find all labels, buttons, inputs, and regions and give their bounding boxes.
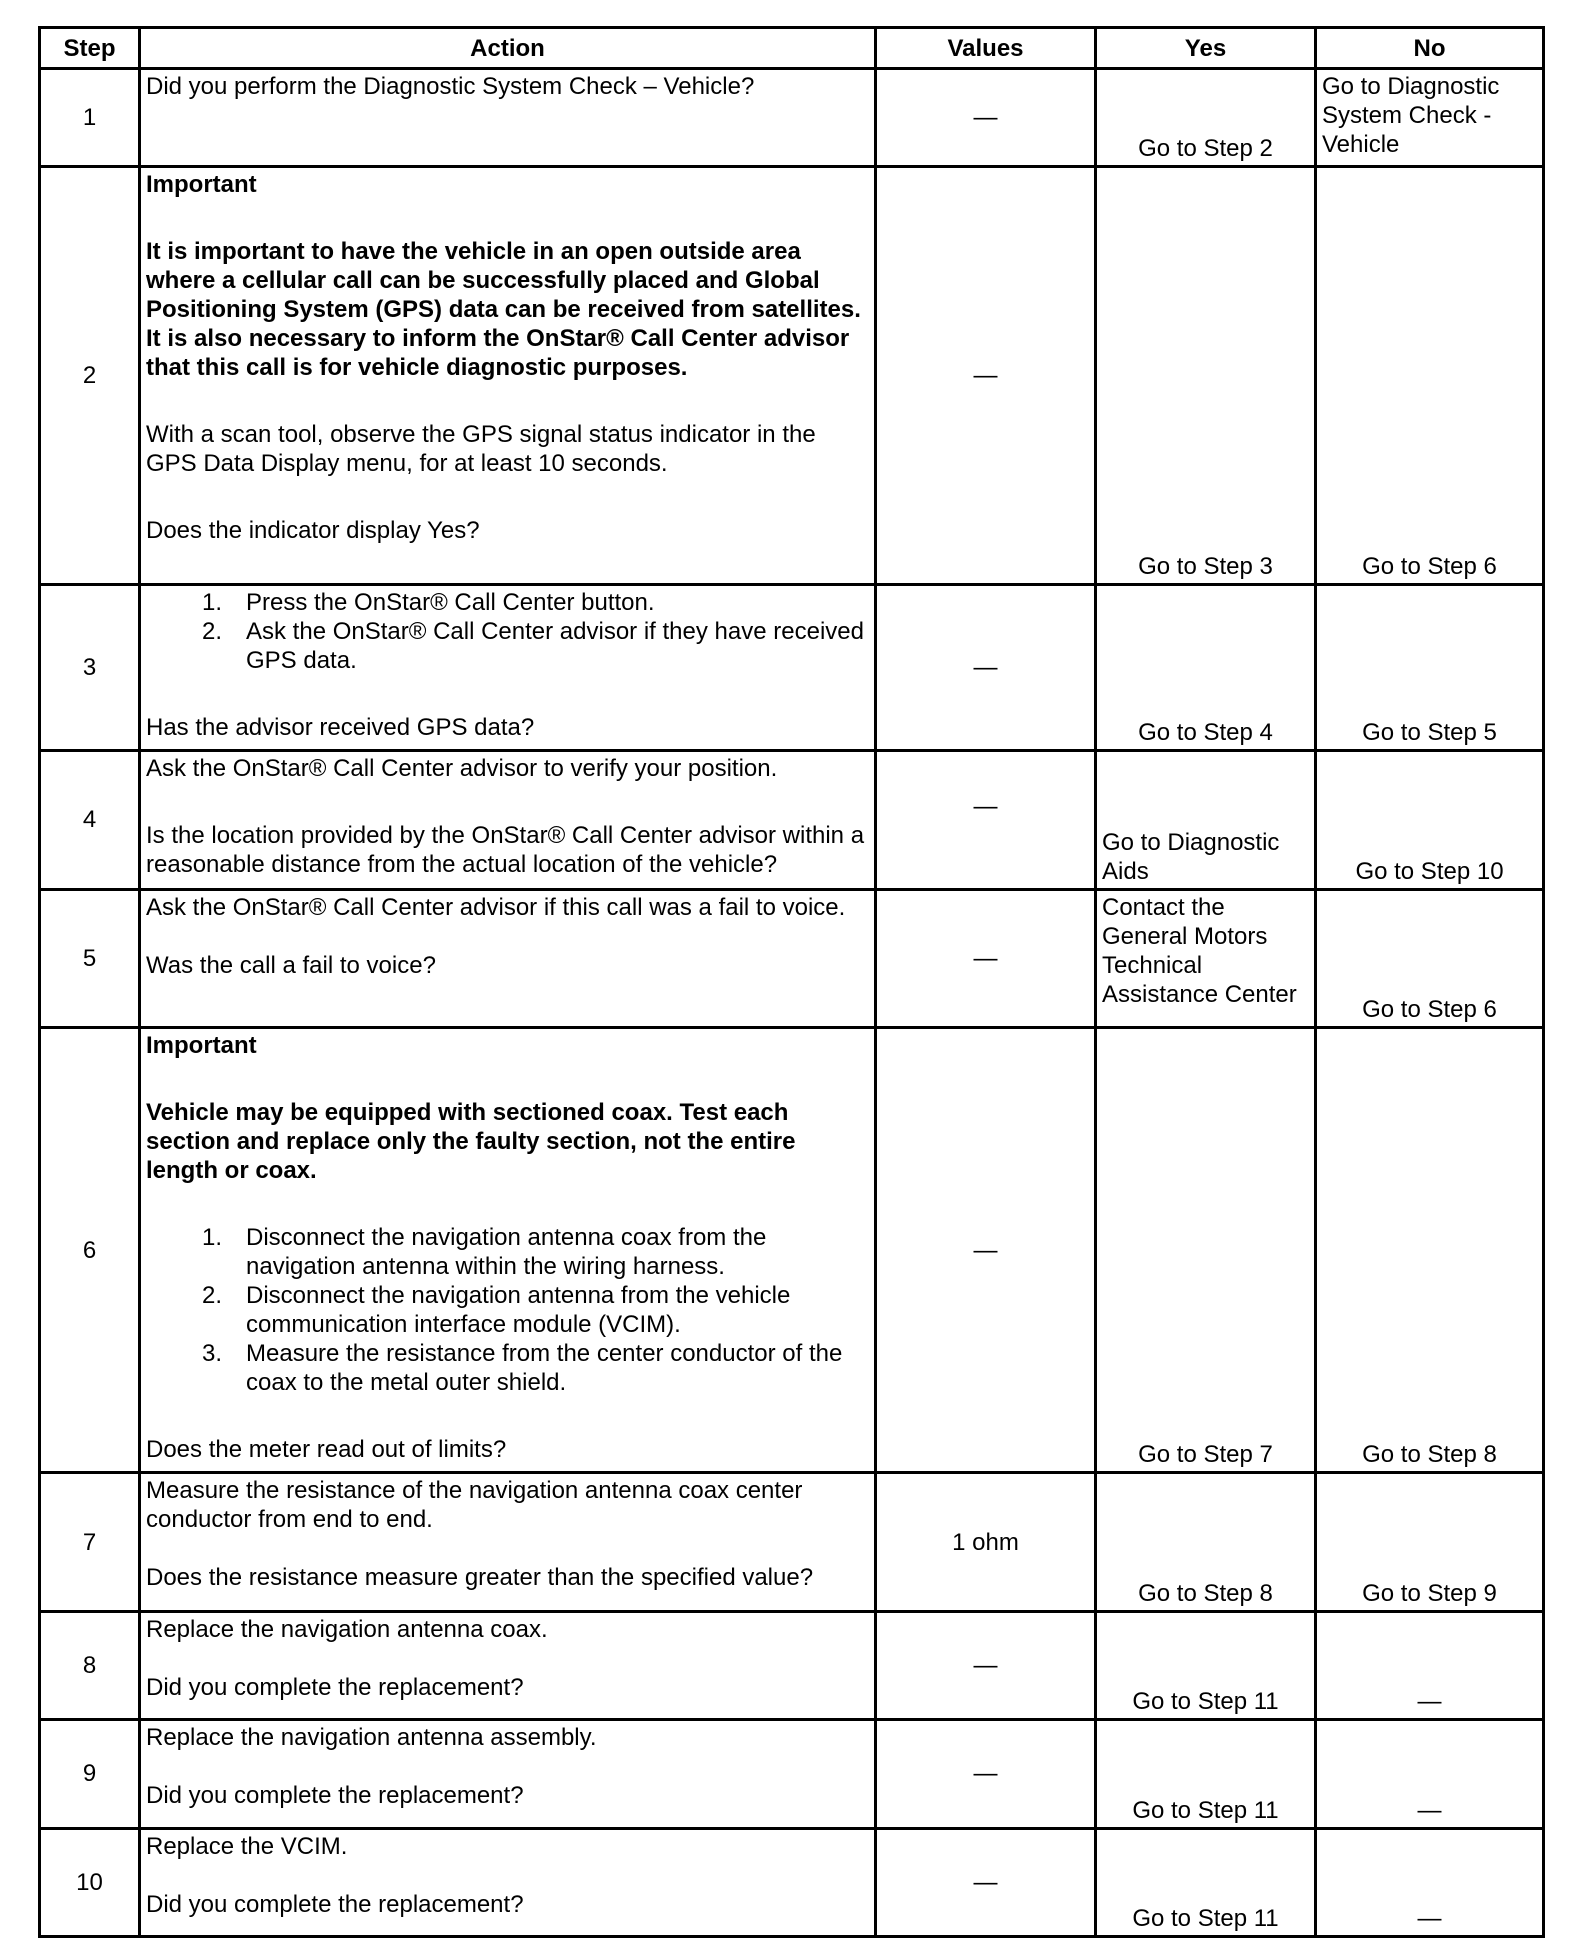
yes-cell: Go to Step 3 xyxy=(1096,167,1316,584)
yes-cell: Go to Step 11 xyxy=(1096,1611,1316,1719)
values-cell: — xyxy=(876,1720,1096,1828)
table-row-step-4 xyxy=(40,751,1544,889)
diagnostic-table xyxy=(38,26,1545,1938)
important-label: Important xyxy=(146,171,257,199)
action-steps-list xyxy=(146,1223,869,1397)
action-question: Does the resistance measure greater than the specified value? xyxy=(146,1564,814,1592)
values-cell: — xyxy=(876,69,1096,167)
action-cell xyxy=(140,1611,876,1719)
step-number: 6 xyxy=(40,1028,140,1473)
action-text: Ask the OnStar® Call Center advisor to verify your position. xyxy=(146,755,778,783)
no-cell: Go to Step 6 xyxy=(1316,167,1544,584)
yes-cell: Go to Step 4 xyxy=(1096,584,1316,751)
action-question: Is the location provided by the OnStar® Call Center advisor within a reasonable distance from the actual location of the vehicle? xyxy=(146,822,865,879)
list-item: 2. Disconnect the navigation antenna from the vehicle communication interface module (VCIM). xyxy=(201,1282,791,1339)
header-action: Action xyxy=(140,28,876,69)
values-cell: — xyxy=(876,889,1096,1027)
list-item: 1. Press the OnStar® Call Center button. xyxy=(201,588,655,616)
table-row-step-1 xyxy=(40,69,1544,167)
table-row-step-6 xyxy=(40,1028,1544,1473)
no-cell: — xyxy=(1316,1611,1544,1719)
table-row-step-2 xyxy=(40,167,1544,584)
yes-cell: Go to Diagnostic Aids xyxy=(1096,751,1316,889)
values-cell: — xyxy=(876,1828,1096,1936)
values-cell: — xyxy=(876,1028,1096,1473)
action-cell xyxy=(140,1720,876,1828)
no-cell: Go to Step 10 xyxy=(1316,751,1544,889)
no-cell: Go to Step 8 xyxy=(1316,1028,1544,1473)
yes-cell: Go to Step 7 xyxy=(1096,1028,1316,1473)
action-text: Replace the VCIM. xyxy=(146,1832,348,1860)
step-number: 4 xyxy=(40,751,140,889)
step-number: 10 xyxy=(40,1828,140,1936)
action-cell xyxy=(140,889,876,1027)
action-question: Did you complete the replacement? xyxy=(146,1890,524,1918)
values-cell: 1 ohm xyxy=(876,1473,1096,1611)
action-text: Did you perform the Diagnostic System Check – Vehicle? xyxy=(146,73,755,100)
action-cell xyxy=(140,584,876,751)
step-number: 9 xyxy=(40,1720,140,1828)
table-row-step-7 xyxy=(40,1473,1544,1611)
action-cell xyxy=(140,1028,876,1473)
header-values: Values xyxy=(876,28,1096,69)
step-number: 5 xyxy=(40,889,140,1027)
action-text: Replace the navigation antenna assembly. xyxy=(146,1724,597,1752)
no-cell: Go to Step 9 xyxy=(1316,1473,1544,1611)
action-question: Did you complete the replacement? xyxy=(146,1673,524,1701)
action-cell xyxy=(140,69,876,167)
step-number: 2 xyxy=(40,167,140,584)
important-text: It is important to have the vehicle in an open outside area where a cellular call can be successfully placed and Global Positioning System (GPS) data can be received from satellites. It is also necessary to inform the OnStar® Call Center advisor that this call is for vehicle diagnostic purposes. xyxy=(146,238,861,382)
table-row-step-5 xyxy=(40,889,1544,1027)
step-number: 1 xyxy=(40,69,140,167)
no-cell: Go to Diagnostic System Check - Vehicle xyxy=(1316,69,1544,167)
no-cell: Go to Step 6 xyxy=(1316,889,1544,1027)
step-number: 3 xyxy=(40,584,140,751)
table-row-step-3 xyxy=(40,584,1544,751)
table-row-step-8 xyxy=(40,1611,1544,1719)
values-cell: — xyxy=(876,584,1096,751)
values-cell: — xyxy=(876,751,1096,889)
header-row xyxy=(40,28,1544,69)
yes-cell: Contact the General Motors Technical Assistance Center xyxy=(1096,889,1316,1027)
values-cell: — xyxy=(876,1611,1096,1719)
action-text: Measure the resistance of the navigation antenna coax center conductor from end to end. xyxy=(146,1477,803,1534)
action-cell xyxy=(140,167,876,584)
values-cell: — xyxy=(876,167,1096,584)
header-step: Step xyxy=(40,28,140,69)
table-row-step-9 xyxy=(40,1720,1544,1828)
action-cell xyxy=(140,1473,876,1611)
no-cell: — xyxy=(1316,1828,1544,1936)
action-question: Did you complete the replacement? xyxy=(146,1782,524,1810)
header-yes: Yes xyxy=(1096,28,1316,69)
list-item: 1. Disconnect the navigation antenna coax from the navigation antenna within the wiring harness. xyxy=(201,1224,767,1281)
important-label: Important xyxy=(146,1032,257,1060)
action-question: Does the meter read out of limits? xyxy=(146,1436,507,1464)
action-cell xyxy=(140,1828,876,1936)
step-number: 7 xyxy=(40,1473,140,1611)
list-item: 3. Measure the resistance from the center conductor of the coax to the metal outer shield. xyxy=(201,1340,843,1397)
action-text: Ask the OnStar® Call Center advisor if this call was a fail to voice. xyxy=(146,893,846,921)
action-question: Has the advisor received GPS data? xyxy=(146,713,535,741)
action-cell xyxy=(140,751,876,889)
list-item: 2. Ask the OnStar® Call Center advisor if they have received GPS data. xyxy=(201,617,864,674)
header-no: No xyxy=(1316,28,1544,69)
important-text: Vehicle may be equipped with sectioned coax. Test each section and replace only the faulty section, not the entire length or coax. xyxy=(146,1099,796,1185)
action-question: Does the indicator display Yes? xyxy=(146,517,480,545)
yes-cell: Go to Step 2 xyxy=(1096,69,1316,167)
no-cell: — xyxy=(1316,1720,1544,1828)
step-number: 8 xyxy=(40,1611,140,1719)
action-steps-list xyxy=(146,588,869,675)
action-text: Replace the navigation antenna coax. xyxy=(146,1615,548,1643)
yes-cell: Go to Step 8 xyxy=(1096,1473,1316,1611)
action-text: With a scan tool, observe the GPS signal status indicator in the GPS Data Display menu, for at least 10 seconds. xyxy=(146,421,816,478)
table-row-step-10 xyxy=(40,1828,1544,1936)
yes-cell: Go to Step 11 xyxy=(1096,1828,1316,1936)
yes-cell: Go to Step 11 xyxy=(1096,1720,1316,1828)
action-question: Was the call a fail to voice? xyxy=(146,951,436,979)
no-cell: Go to Step 5 xyxy=(1316,584,1544,751)
